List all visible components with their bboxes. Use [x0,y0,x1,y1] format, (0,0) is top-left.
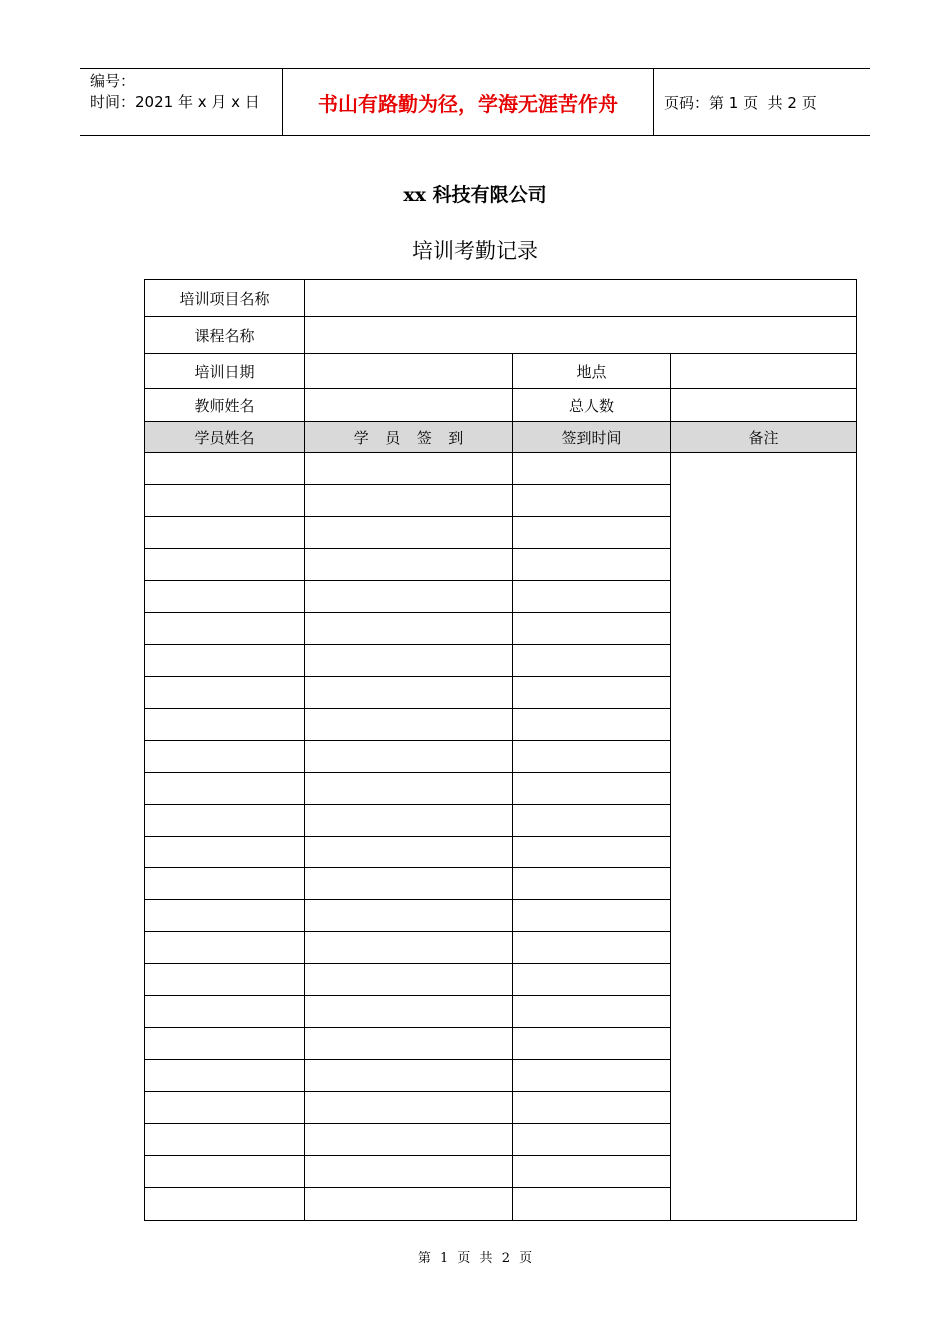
student-name-cell[interactable] [145,1028,305,1060]
signature-cell[interactable] [305,932,513,964]
sign-in-time-cell[interactable] [513,964,671,996]
signature-cell[interactable] [305,1188,513,1220]
student-name-cell[interactable] [145,613,305,645]
sign-in-time-cell[interactable] [513,549,671,581]
signature-cell[interactable] [305,1028,513,1060]
sign-in-time-cell[interactable] [513,868,671,900]
student-name-cell[interactable] [145,932,305,964]
sign-in-time-cell[interactable] [513,1188,671,1220]
student-name-cell[interactable] [145,868,305,900]
company-name: xx 科技有限公司 [403,184,547,206]
sign-in-time-cell[interactable] [513,900,671,932]
column-header-name: 学员姓名 [145,422,305,453]
attendance-table [144,279,857,1221]
time-label: 时间：2021 年 x 月 x 日 [90,93,260,111]
teacher-label: 教师姓名 [145,389,305,422]
student-name-cell[interactable] [145,773,305,805]
signature-cell[interactable] [305,517,513,549]
signature-cell[interactable] [305,1092,513,1124]
document-header [80,68,870,136]
sign-in-time-cell[interactable] [513,1028,671,1060]
project-name-field[interactable] [305,280,856,317]
page-title: 培训考勤记录 [412,239,538,263]
remarks-area[interactable] [671,453,856,1220]
sign-in-time-cell[interactable] [513,1124,671,1156]
sign-in-time-cell[interactable] [513,1156,671,1188]
signature-cell[interactable] [305,581,513,613]
student-name-cell[interactable] [145,741,305,773]
location-label: 地点 [513,354,671,389]
course-name-label: 课程名称 [145,317,305,354]
student-name-cell[interactable] [145,964,305,996]
sign-in-time-cell[interactable] [513,517,671,549]
sign-in-time-cell[interactable] [513,1060,671,1092]
signature-cell[interactable] [305,964,513,996]
student-name-cell[interactable] [145,485,305,517]
header-meta [80,69,282,135]
student-name-cell[interactable] [145,645,305,677]
signature-cell[interactable] [305,741,513,773]
signature-cell[interactable] [305,645,513,677]
student-name-cell[interactable] [145,1124,305,1156]
page-indicator [654,69,870,135]
sign-in-time-cell[interactable] [513,1092,671,1124]
student-name-cell[interactable] [145,549,305,581]
signature-cell[interactable] [305,1124,513,1156]
student-name-cell[interactable] [145,837,305,868]
signature-cell[interactable] [305,677,513,709]
signature-cell[interactable] [305,485,513,517]
project-name-label: 培训项目名称 [145,280,305,317]
student-name-cell[interactable] [145,677,305,709]
date-field[interactable] [305,354,513,389]
signature-cell[interactable] [305,805,513,837]
location-field[interactable] [671,354,856,389]
column-header-signature: 学员签到 [305,422,513,453]
student-name-cell[interactable] [145,453,305,485]
sign-in-time-cell[interactable] [513,613,671,645]
sign-in-time-cell[interactable] [513,485,671,517]
student-name-cell[interactable] [145,1188,305,1220]
course-name-field[interactable] [305,317,856,354]
signature-cell[interactable] [305,996,513,1028]
student-name-cell[interactable] [145,1156,305,1188]
number-label: 编号： [90,72,136,90]
student-name-cell[interactable] [145,900,305,932]
motto: 书山有路勤为径，学海无涯苦作舟 [282,69,654,135]
signature-cell[interactable] [305,1156,513,1188]
signature-cell[interactable] [305,549,513,581]
column-header-remarks: 备注 [671,422,856,453]
sign-in-time-cell[interactable] [513,677,671,709]
signature-cell[interactable] [305,868,513,900]
student-name-cell[interactable] [145,581,305,613]
sign-in-time-cell[interactable] [513,581,671,613]
student-name-cell[interactable] [145,1060,305,1092]
sign-in-time-cell[interactable] [513,645,671,677]
signature-cell[interactable] [305,709,513,741]
signature-cell[interactable] [305,453,513,485]
teacher-field[interactable] [305,389,513,422]
sign-in-time-cell[interactable] [513,453,671,485]
student-name-cell[interactable] [145,1092,305,1124]
student-name-cell[interactable] [145,517,305,549]
sign-in-time-cell[interactable] [513,805,671,837]
sign-in-time-cell[interactable] [513,932,671,964]
sign-in-time-cell[interactable] [513,709,671,741]
signature-cell[interactable] [305,773,513,805]
student-name-cell[interactable] [145,709,305,741]
signature-cell[interactable] [305,613,513,645]
student-name-cell[interactable] [145,996,305,1028]
column-header-time: 签到时间 [513,422,671,453]
total-field[interactable] [671,389,856,422]
page-footer: 第 1 页 共 2 页 [417,1251,533,1266]
page-label: 页码：第 1 页 共 2 页 [664,93,817,112]
sign-in-time-cell[interactable] [513,996,671,1028]
total-label: 总人数 [513,389,671,422]
signature-cell[interactable] [305,1060,513,1092]
student-name-cell[interactable] [145,805,305,837]
date-label: 培训日期 [145,354,305,389]
sign-in-time-cell[interactable] [513,773,671,805]
signature-cell[interactable] [305,900,513,932]
signature-cell[interactable] [305,837,513,868]
sign-in-time-cell[interactable] [513,837,671,868]
sign-in-time-cell[interactable] [513,741,671,773]
